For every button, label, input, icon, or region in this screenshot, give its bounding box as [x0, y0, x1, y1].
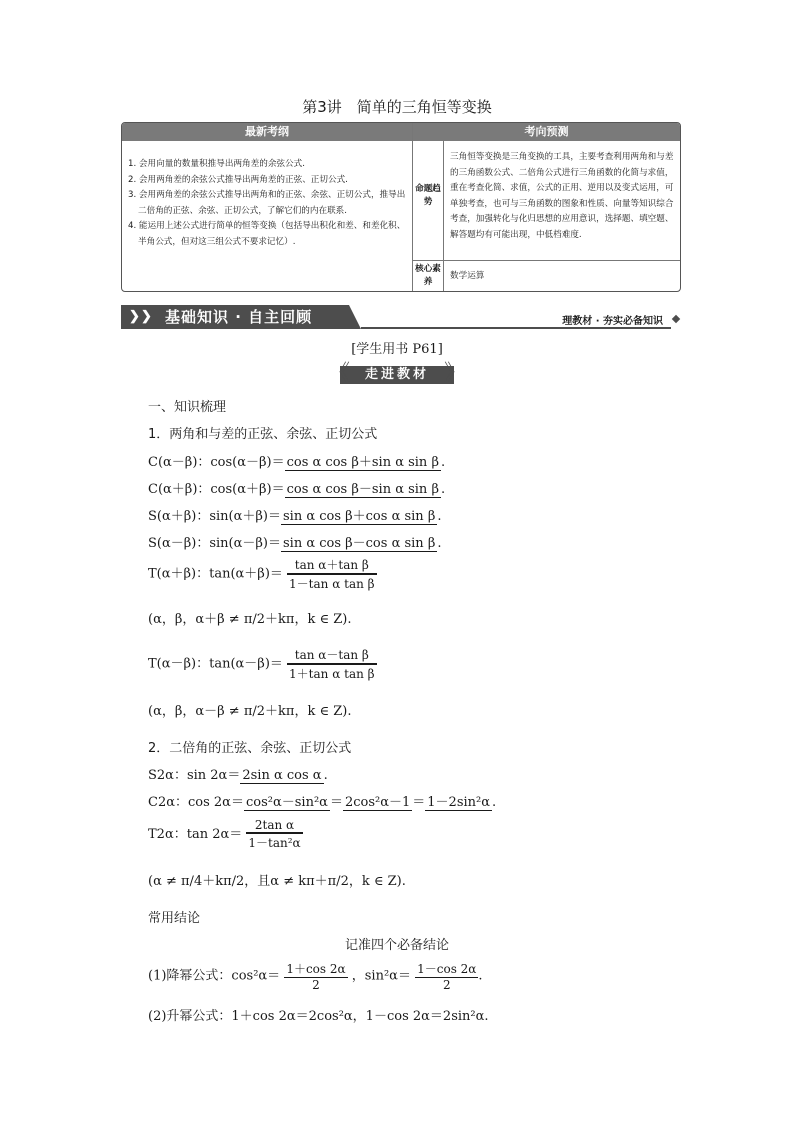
condition-t-plus: (α，β，α＋β ≠ π/2＋kπ，k ∈ Z). — [148, 612, 352, 627]
remember-title: 记准四个必备结论 — [344, 938, 449, 953]
condition-t-minus: (α，β，α－β ≠ π/2＋kπ，k ∈ Z). — [148, 704, 352, 719]
formula-c-minus: C(α－β)：cos(α－β)＝ cos α cos β＋sin α sin β . — [148, 455, 446, 470]
chevron-right-icon: ❯ — [141, 309, 152, 324]
forecast-header: 考向预测 — [413, 123, 680, 141]
page-title: 第3讲 简单的三角恒等变换 — [302, 98, 492, 116]
subheading-1: 1．两角和与差的正弦、余弦、正切公式 — [148, 427, 378, 442]
subheading-2: 2．二倍角的正弦、余弦、正切公式 — [148, 741, 352, 756]
formula-s2: S2α：sin 2α＝ 2sin α cos α . — [148, 768, 328, 783]
trend-label: 命题趋势 — [415, 184, 441, 207]
outline-item: 1. 会用向量的数量积推导出两角差的余弦公式. — [128, 159, 305, 169]
formula-t2: T2α：tan 2α＝ $\frac{\text{2tan α}}{\text{1－tan²α}}$ — [148, 818, 301, 850]
section-banner — [121, 305, 681, 329]
formula-c-plus: C(α＋β)：cos(α＋β)＝ cos α cos β－sin α sin β . — [148, 482, 446, 497]
outline-item: 3. 会用两角差的余弦公式推导出两角和的正弦、余弦、正切公式，推导出二倍角的正弦、余弦、正切公式，了解它们的内在联系. — [128, 190, 406, 216]
left-bracket-icon: 《 — [328, 361, 351, 386]
section-tag-label: 走进教材 — [364, 367, 429, 382]
book-reference: [学生用书 P61] — [351, 342, 443, 357]
formula-s-minus: S(α－β)：sin(α－β)＝ sin α cos β－cos α sin β . — [148, 536, 442, 551]
formula-t-plus: T(α＋β)：tan(α＋β)＝ $\frac{\text{tan α＋tan β}}{\text{1－tan α tan β}}$ — [148, 558, 375, 591]
formula-s-plus: S(α＋β)：sin(α＋β)＝ sin α cos β＋cos α sin β . — [148, 509, 442, 524]
outline-header: 最新考纲 — [122, 123, 412, 141]
banner-subtitle: 理教材 · 夯实必备知识 — [562, 316, 663, 327]
formula-t-minus: T(α－β)：tan(α－β)＝ $\frac{\text{tan α－tan β}}{\text{1＋tan α tan β}}$ — [148, 648, 375, 681]
right-bracket-icon: 》 — [443, 361, 466, 386]
exam-table — [121, 122, 681, 292]
formula-power-reduction: (1)降幂公式：cos²α＝ $\frac{1+\cos 2\alpha}{2}$ ，sin²α＝ $\frac{1-\cos 2\alpha}{2}$ . — [148, 962, 483, 992]
outline-item: 2. 会用两角差的余弦公式推导出两角差的正弦、正切公式. — [128, 174, 348, 185]
common-conclusions-label: 常用结论 — [148, 911, 201, 926]
trend-text: 三角恒等变换是三角变换的工具，主要考查利用两角和与差的三角函数公式、二倍角公式进行三角函数的化简与求值，重在考查化简、求值，公式的正用、逆用以及变式运用，可单独考查，也可与三角函数的图象和性质、向量等知识综合考查，加强转化与化归思想的应用意识，选择题、填空题、解答题均有可能出现，中低档难度. — [450, 152, 674, 240]
banner-title: 基础知识 · 自主回顾 — [165, 308, 313, 326]
core-text: 数学运算 — [450, 271, 485, 281]
core-label: 核心素养 — [415, 264, 441, 287]
diamond-icon — [672, 315, 680, 323]
chevron-right-icon: ❯ — [129, 309, 140, 324]
knowledge-heading: 一、知识梳理 — [148, 400, 227, 415]
formula-c2: C2α：cos 2α＝ cos²α－sin²α ＝ 2cos²α－1 ＝ 1－2sin²α . — [148, 795, 497, 810]
outline-item: 4. 能运用上述公式进行简单的恒等变换（包括导出积化和差、和差化积、半角公式，但对这三组公式不要求记忆）. — [128, 221, 406, 247]
formula-power-raising: (2)升幂公式：1＋cos 2α＝2cos²α，1－cos 2α＝2sin²α. — [148, 1009, 489, 1024]
outline-list — [128, 157, 408, 250]
condition-t2: (α ≠ π/4＋kπ/2，且α ≠ kπ＋π/2，k ∈ Z). — [148, 874, 406, 889]
section-tag — [326, 361, 468, 386]
